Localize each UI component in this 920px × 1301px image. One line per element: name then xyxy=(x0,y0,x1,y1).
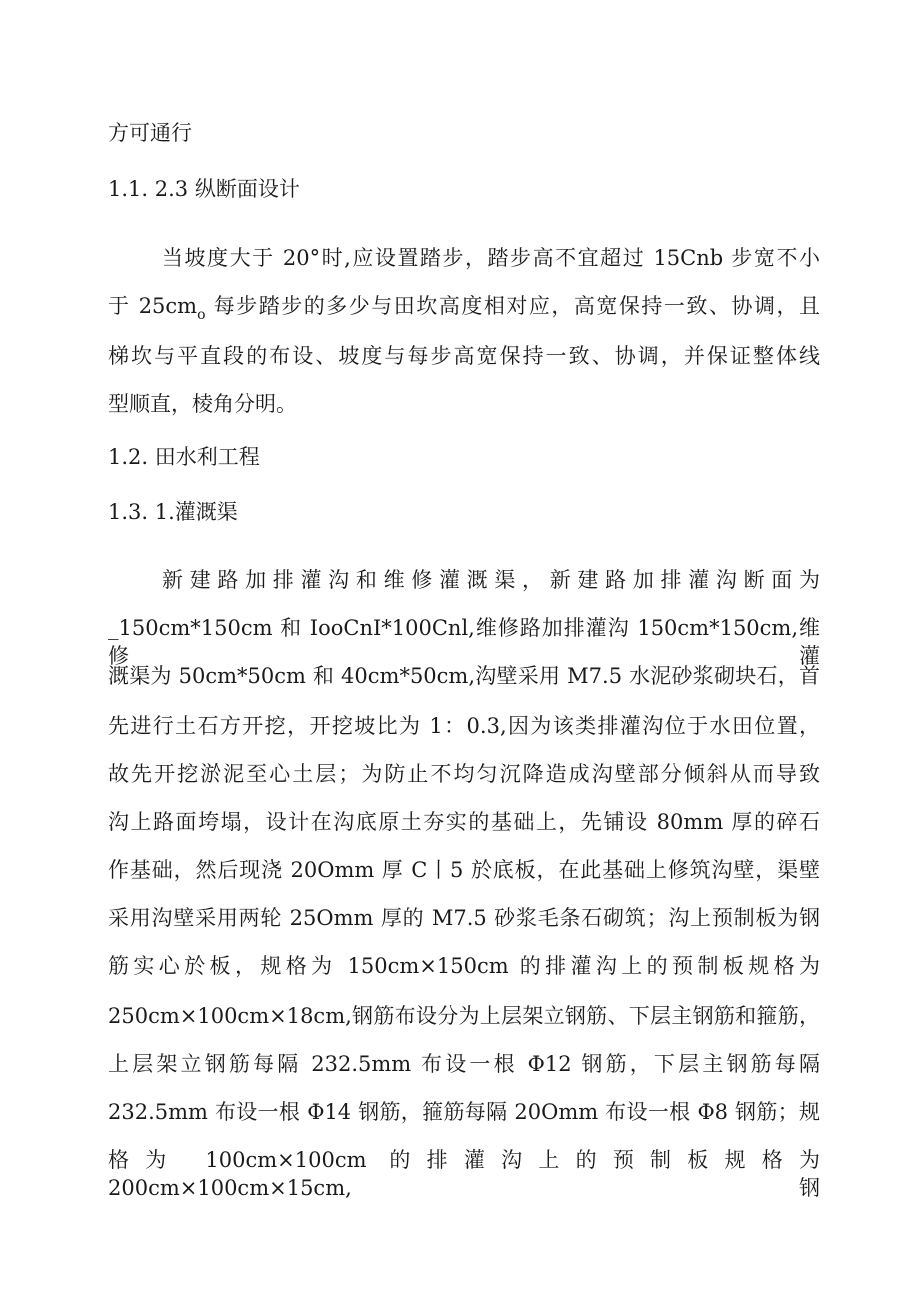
paragraph-line: 上层架立钢筋每隔 232.5mm 布设一根 Φ12 钢筋，下层主钢筋每隔 xyxy=(108,1052,820,1076)
subscript-text: o xyxy=(197,307,206,323)
paragraph-line: 当坡度大于 20°时,应设置踏步，踏步高不宜超过 15Cnb 步宽不小 xyxy=(162,246,820,270)
paragraph-line: 232.5mm 布设一根 Φ14 钢筋，箍筋每隔 20Omm 布设一根 Φ8 钢筋；规 xyxy=(108,1100,820,1124)
section-heading: 1.2. 田水利工程 xyxy=(108,445,260,469)
paragraph-line: 故先开挖淤泥至心土层；为防止不均匀沉降造成沟壁部分倾斜从而导致 xyxy=(108,762,820,786)
section-heading: 1.3. 1.灌溉渠 xyxy=(108,500,238,524)
paragraph-line: 新建路加排灌沟和维修灌溉渠，新建路加排灌沟断面为 xyxy=(162,568,820,592)
paragraph-line: 型顺直，棱角分明。 xyxy=(108,392,297,416)
text-line: 方可通行 xyxy=(108,121,192,145)
section-heading: 1.1. 2.3 纵断面设计 xyxy=(108,177,300,201)
paragraph-line: 梯坎与平直段的布设、坡度与每步高宽保持一致、协调，并保证整体线 xyxy=(108,344,820,368)
paragraph-line: 溉渠为 50cm*50cm 和 40cm*50cm,沟壁采用 M7.5 水泥砂浆砌块石，首 xyxy=(108,664,820,688)
paragraph-line: 格为 100cm×100cm 的排灌沟上的预制板规格为 200cm×100cm×15cm,钢 xyxy=(108,1148,820,1200)
paragraph-line xyxy=(108,292,820,323)
paragraph-line: 先进行土石方开挖，开挖坡比为 1：0.3,因为该类排灌沟位于水田位置， xyxy=(108,714,820,738)
text-fragment: 于 25cm xyxy=(108,294,198,318)
paragraph-line: 沟上路面垮塌，设计在沟底原土夯实的基础上，先铺设 80mm 厚的碎石 xyxy=(108,810,820,834)
paragraph-line: 采用沟壁采用两轮 25Omm 厚的 M7.5 砂浆毛条石砌筑；沟上预制板为钢 xyxy=(108,906,820,930)
paragraph-line: 作基础，然后现浇 20Omm 厚 C丨5 於底板，在此基础上修筑沟壁，渠壁 xyxy=(108,858,820,882)
text-fragment: 每步踏步的多少与田坎高度相对应，高宽保持一致、协调，且 xyxy=(205,294,820,318)
paragraph-line: 筋实心於板，规格为 150cm×150cm 的排灌沟上的预制板规格为 xyxy=(108,954,820,978)
paragraph-line: _150cm*150cm 和 IooCnI*100Cnl,维修路加排灌沟 150cm*150cm,维修灌 xyxy=(108,616,820,668)
paragraph-line: 250cm×100cm×18cm,钢筋布设分为上层架立钢筋、下层主钢筋和箍筋， xyxy=(108,1004,820,1028)
